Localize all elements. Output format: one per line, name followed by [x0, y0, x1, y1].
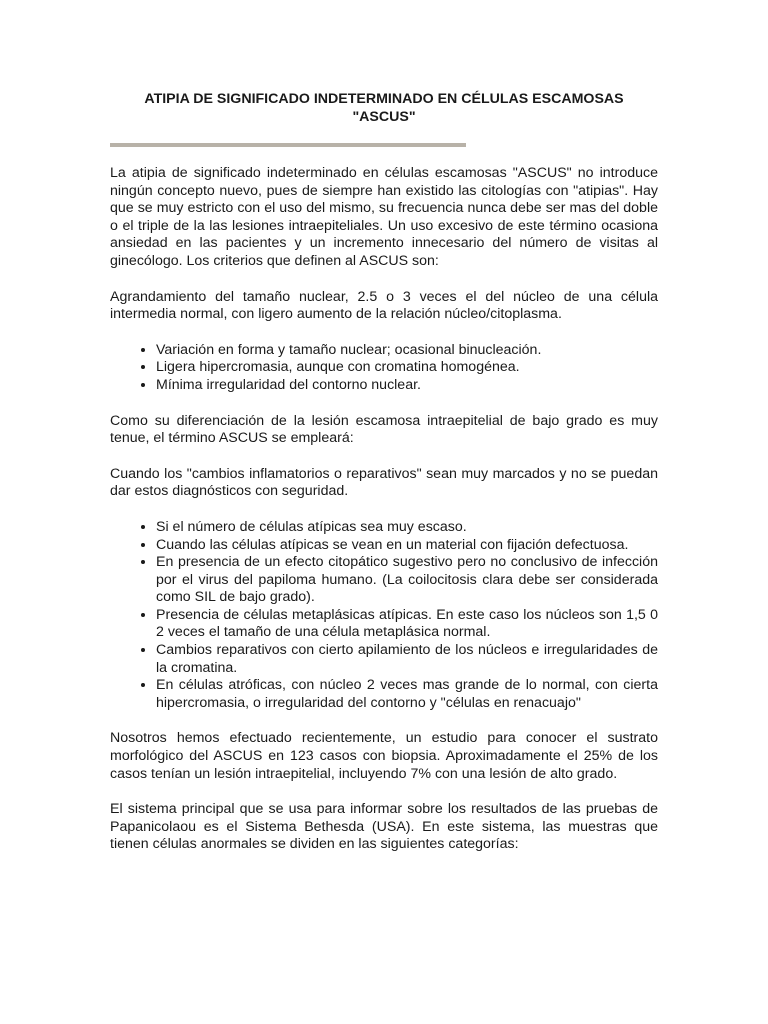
list-item: • Cambios reparativos con cierto apilamiento de los núcleos e irregularidades de la cromatina. [156, 642, 658, 677]
list-item: • Cuando las células atípicas se vean en un material con fijación defectuosa. [156, 537, 658, 555]
criteria-list [110, 342, 658, 395]
paragraph-study: Nosotros hemos efectuado recientemente, un estudio para conocer el sustrato morfológico del ASCUS en 123 casos con biopsia. Aproximadamente el 25% de los casos tenían un lesión intraepitelial, incluyendo 7% con una lesión de alto grado. [110, 730, 658, 782]
list-item: • Ligera hipercromasia, aunque con cromatina homogénea. [156, 359, 658, 377]
usage-list [110, 519, 658, 713]
document-title [100, 90, 668, 126]
list-item: • Presencia de células metaplásicas atípicas. En este caso los núcleos son 1,5 0 2 veces el tamaño de una célula metaplásica normal. [156, 607, 658, 642]
list-item: • En presencia de un efecto citopático sugestivo pero no conclusivo de infección por el virus del papiloma humano. (La coilocitosis clara debe ser considerada como SIL de bajo grado). [156, 554, 658, 607]
title-divider [110, 143, 466, 147]
paragraph-bethesda: El sistema principal que se usa para informar sobre los resultados de las pruebas de Papanicolaou es el Sistema Bethesda (USA). En este sistema, las muestras que tienen células anormales se dividen en las siguientes categorías: [110, 801, 658, 853]
title-line-2: "ASCUS" [352, 109, 416, 125]
paragraph-criteria: Agrandamiento del tamaño nuclear, 2.5 o 3 veces el del núcleo de una célula intermedia normal, con ligero aumento de la relación núcleo/citoplasma. [110, 288, 658, 323]
document-page [110, 90, 658, 854]
list-item: • Mínima irregularidad del contorno nuclear. [156, 377, 658, 395]
title-line-1: ATIPIA DE SIGNIFICADO INDETERMINADO EN CÉLULAS ESCAMOSAS [144, 91, 624, 107]
paragraph-intro: La atipia de significado indeterminado en células escamosas "ASCUS" no introduce ningún concepto nuevo, pues de siempre han existido las citologías con "atipias". Hay que se muy estricto con el uso del mismo, su frecuencia nunca debe ser mas del doble o el triple de la las lesiones intraepiteliales. Un uso excesivo de este término ocasiona ansiedad en las pacientes y un incremento innecesario del número de visitas al ginecólogo. Los criterios que definen al ASCUS son: [110, 165, 658, 269]
list-item: • Si el número de células atípicas sea muy escaso. [156, 519, 658, 537]
paragraph-differentiation: Como su diferenciación de la lesión escamosa intraepitelial de bajo grado es muy tenue, el término ASCUS se empleará: [110, 412, 658, 447]
paragraph-inflammatory: Cuando los "cambios inflamatorios o reparativos" sean muy marcados y no se puedan dar estos diagnósticos con seguridad. [110, 465, 658, 500]
list-item: • Variación en forma y tamaño nuclear; ocasional binucleación. [156, 342, 658, 360]
list-item: • En células atróficas, con núcleo 2 veces mas grande de lo normal, con cierta hipercromasia, o irregularidad del contorno y "células en renacuajo" [156, 677, 658, 712]
